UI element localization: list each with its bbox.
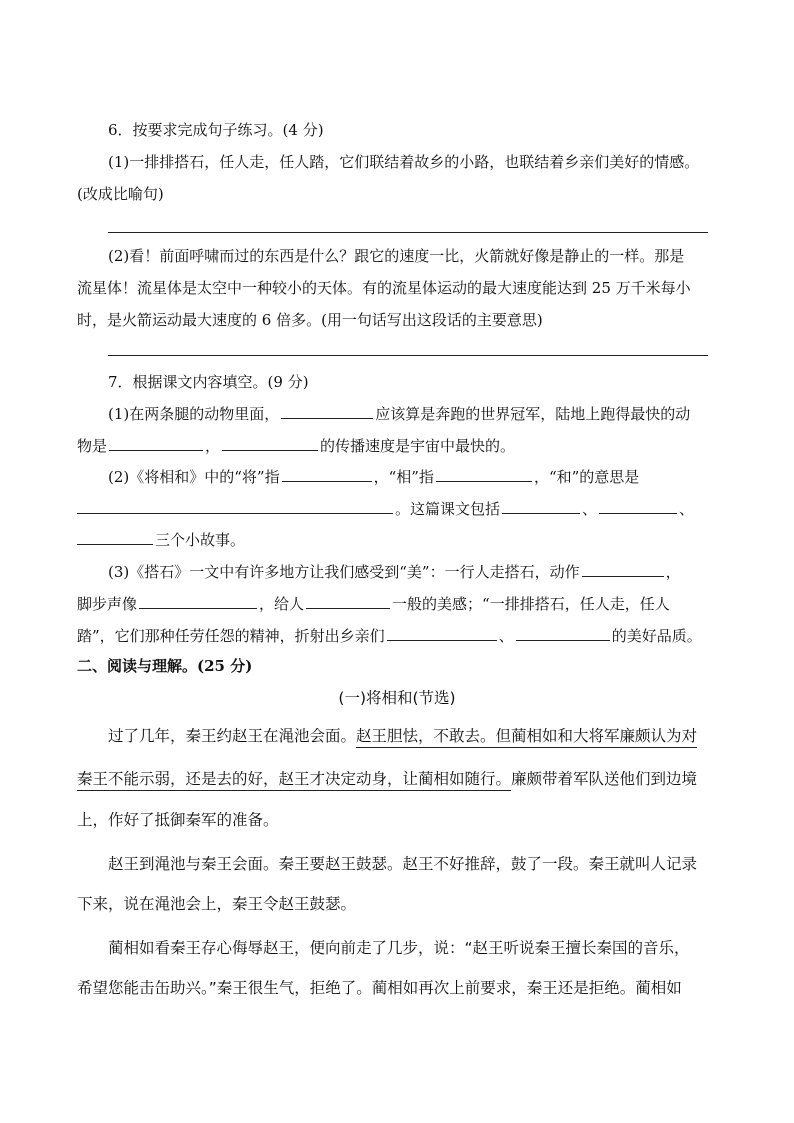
- q7-s3-line1: [108, 562, 681, 582]
- q7-s1-text-d: ，: [205, 437, 221, 455]
- q7-s2-text-a: (2)《将相和》中的“将”指: [108, 468, 280, 486]
- q6-part2-line3: 时，是火箭运动最大速度的 6 倍多。(用一句话写出这段话的主要意思): [77, 311, 543, 329]
- q6-part2-line2: 流星体！流星体是太空中一种较小的天体。有的流星体运动的最大速度能达到 25 万千米每小: [77, 279, 691, 297]
- blank-story-1[interactable]: [502, 499, 580, 514]
- q7-s3-text-e: 一般的美感；“一排排搭石，任人走，任人: [392, 595, 670, 613]
- blank-xiang-meaning[interactable]: [436, 467, 532, 482]
- q7-s3-text-h: 的美好品质。: [611, 627, 702, 645]
- q7-s2-text-d: 。这篇课文包括: [395, 500, 501, 518]
- passage-p1-line2: [77, 769, 697, 789]
- q7-s1-line1: [108, 404, 690, 424]
- q7-s1-text-c: 物是: [77, 437, 108, 455]
- q7-s3-line2: [77, 594, 670, 614]
- passage-underlined-text: 赵王胆怯，不敢去。但蔺相如和大将军廉颇认为对: [356, 727, 697, 748]
- q6-part1-line2: (改成比喻句): [77, 185, 164, 203]
- blank-jiang-meaning[interactable]: [282, 467, 372, 482]
- q6-title: 6．按要求完成句子练习。(4 分): [108, 121, 324, 139]
- passage-p3-line1: 蔺相如看秦王存心侮辱赵王，便向前走了几步，说：“赵王听说秦王擅长秦国的音乐，: [108, 939, 690, 957]
- q7-s1-text-a: (1)在两条腿的动物里面，: [108, 405, 280, 423]
- passage-p1-line1: [108, 726, 697, 746]
- q7-s2-line2: [77, 499, 694, 519]
- q7-s1-text-b: 应该算是奔跑的世界冠军，陆地上跑得最快的动: [375, 405, 691, 423]
- q7-s3-text-a: (3)《搭石》一文中有许多地方让我们感受到“美”：一行人走搭石，动作: [108, 563, 580, 581]
- q6-part2-line1: (2)看！前面呼啸而过的东西是什么？跟它的速度一比，火箭就好像是静止的一样。那是: [108, 247, 685, 265]
- passage-p1-text-d: 廉颇带着军队送他们到边境: [511, 770, 698, 788]
- section-2-title: 二、阅读与理解。(25 分): [77, 657, 253, 675]
- passage-title: (一)将相和(节选): [338, 689, 456, 707]
- q7-s2-text-g: 三个小故事。: [155, 531, 246, 549]
- blank-action[interactable]: [582, 562, 664, 577]
- q7-title: 7．根据课文内容填空。(9 分): [108, 373, 309, 391]
- q7-s1-line2: [77, 436, 515, 456]
- q7-s3-text-b: ，: [665, 563, 681, 581]
- blank-story-3[interactable]: [77, 530, 153, 545]
- q6-answer-line-1[interactable]: [108, 232, 708, 233]
- blank-fastest-biped[interactable]: [281, 404, 373, 419]
- q7-s3-text-f: 踏”，它们那种任劳任怨的精神，折射出乡亲们: [77, 627, 385, 645]
- blank-fastest-land-animal[interactable]: [109, 436, 203, 451]
- q7-s2-line3: [77, 530, 245, 550]
- passage-p2-line1: 赵王到渑池与秦王会面。秦王要赵王鼓瑟。赵王不好推辞，鼓了一段。秦王就叫人记录: [108, 855, 698, 873]
- q7-s3-line3: [77, 626, 702, 646]
- q6-part1-line1: (1)一排排搭石，任人走，任人踏，它们联结着故乡的小路，也联结着乡亲们美好的情感。: [108, 153, 700, 171]
- q7-s2-text-e: 、: [582, 500, 598, 518]
- q7-s3-text-c: 脚步声像: [77, 595, 138, 613]
- q7-s2-text-f: 、: [679, 500, 695, 518]
- q7-s2-line1: [108, 467, 639, 487]
- q7-s2-text-b: ，“相”指: [373, 468, 434, 486]
- blank-quality-1[interactable]: [387, 626, 497, 641]
- q6-answer-line-2[interactable]: [108, 355, 708, 356]
- passage-p1-line3: 上，作好了抵御秦军的准备。: [77, 811, 279, 829]
- q7-s2-text-c: ，“和”的意思是: [533, 468, 640, 486]
- passage-p3-line2: 希望您能击缶助兴。”秦王很生气，拒绝了。蔺相如再次上前要求，秦王还是拒绝。蔺相如: [77, 979, 682, 997]
- blank-he-meaning[interactable]: [77, 499, 393, 514]
- passage-p2-line2: 下来，说在渑池会上，秦王令赵王鼓瑟。: [77, 895, 357, 913]
- blank-footsteps[interactable]: [139, 594, 257, 609]
- blank-beauty[interactable]: [306, 594, 390, 609]
- passage-p1-text-a: 过了几年，秦王约赵王在渑池会面。: [108, 727, 357, 745]
- blank-fastest-in-universe[interactable]: [222, 436, 318, 451]
- blank-story-2[interactable]: [599, 499, 677, 514]
- blank-quality-2[interactable]: [516, 626, 610, 641]
- passage-underlined-text-cont: 秦王不能示弱，还是去的好，赵王才决定动身，让蔺相如随行。: [77, 770, 511, 791]
- q7-s3-text-d: ，给人: [259, 595, 305, 613]
- q7-s3-text-g: 、: [498, 627, 514, 645]
- q7-s1-text-e: 的传播速度是宇宙中最快的。: [320, 437, 516, 455]
